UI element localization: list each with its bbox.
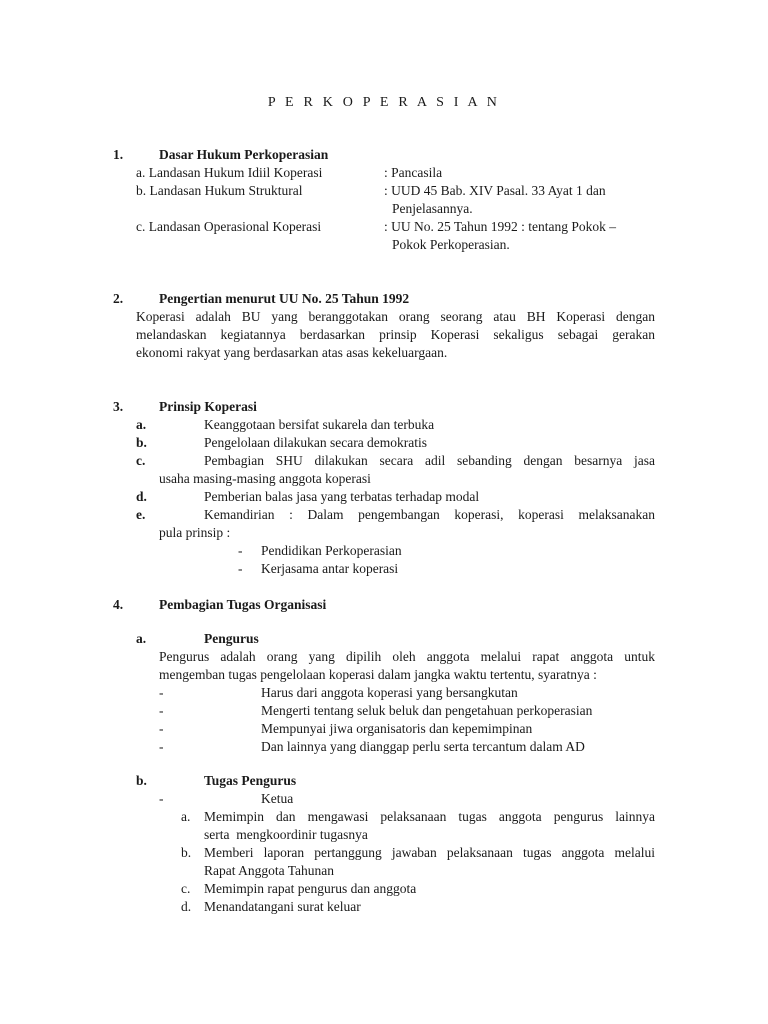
paragraph-line: Pengurus adalah orang yang dipilih oleh anggota melalui rapat anggota untuk [159, 649, 655, 664]
section-3-heading: Prinsip Koperasi [159, 399, 257, 414]
dash-bullet: - [238, 543, 243, 558]
task-letter: d. [181, 899, 192, 914]
list-letter: e. [136, 507, 146, 522]
requirement-item: Mempunyai jiwa organisatoris dan kepemimpinan [261, 721, 533, 736]
sub-item: Kerjasama antar koperasi [261, 561, 399, 576]
requirement-item: Mengerti tentang seluk beluk dan pengetahuan perkoperasian [261, 703, 593, 718]
task-item: Memimpin dan mengawasi pelaksanaan tugas anggota pengurus lainnya [204, 809, 655, 824]
task-letter: c. [181, 881, 191, 896]
legal-basis-value-cont: Penjelasannya. [392, 201, 473, 216]
list-item: Keanggotaan bersifat sukarela dan terbuka [204, 417, 435, 432]
task-item: Menandatangani surat keluar [204, 899, 361, 914]
list-item: Pemberian balas jasa yang terbatas terhadap modal [204, 489, 480, 504]
dash-bullet: - [159, 721, 164, 736]
section-2-heading: Pengertian menurut UU No. 25 Tahun 1992 [159, 291, 410, 306]
paragraph-line: melandaskan kegiatannya berdasarkan prinsip Koperasi sekaligus sebagai gerakan [136, 327, 655, 342]
list-item: Kemandirian : Dalam pengembangan koperasi, koperasi melaksanakan [204, 507, 655, 522]
legal-basis-value: : UU No. 25 Tahun 1992 : tentang Pokok – [384, 219, 617, 234]
page-title: P E R K O P E R A S I A N [267, 95, 501, 110]
paragraph-line: Koperasi adalah BU yang beranggotakan orang seorang atau BH Koperasi dengan [136, 309, 655, 324]
task-item-cont: Rapat Anggota Tahunan [204, 863, 335, 878]
subsection-letter: a. [136, 631, 147, 646]
legal-basis-value: : UUD 45 Bab. XIV Pasal. 33 Ayat 1 dan [384, 183, 606, 198]
task-letter: a. [181, 809, 191, 824]
legal-basis-value-cont: Pokok Perkoperasian. [392, 237, 510, 252]
task-letter: b. [181, 845, 192, 860]
legal-basis-label: b. Landasan Hukum Struktural [136, 183, 303, 198]
role-label: Ketua [261, 791, 294, 806]
subsection-heading: Pengurus [204, 631, 259, 646]
dash-bullet: - [159, 739, 164, 754]
list-letter: a. [136, 417, 147, 432]
task-item-cont: serta mengkoordinir tugasnya [204, 827, 368, 842]
dash-bullet: - [238, 561, 243, 576]
task-item: Memimpin rapat pengurus dan anggota [204, 881, 417, 896]
task-item: Memberi laporan pertanggung jawaban pelaksanaan tugas anggota melalui [204, 845, 655, 860]
sub-item: Pendidikan Perkoperasian [261, 543, 402, 558]
section-4-heading: Pembagian Tugas Organisasi [159, 597, 327, 612]
legal-basis-label: a. Landasan Hukum Idiil Koperasi [136, 165, 323, 180]
list-letter: d. [136, 489, 147, 504]
list-item: Pembagian SHU dilakukan secara adil sebanding dengan besarnya jasa [204, 453, 655, 468]
list-letter: c. [136, 453, 146, 468]
list-item-cont: pula prinsip : [159, 525, 231, 540]
requirement-item: Dan lainnya yang dianggap perlu serta tercantum dalam AD [261, 739, 585, 754]
list-item: Pengelolaan dilakukan secara demokratis [204, 435, 428, 450]
section-1-heading: Dasar Hukum Perkoperasian [159, 147, 329, 162]
paragraph-line: mengemban tugas pengelolaan koperasi dalam jangka waktu tertentu, syaratnya : [159, 667, 597, 682]
dash-bullet: - [159, 703, 164, 718]
legal-basis-label: c. Landasan Operasional Koperasi [136, 219, 322, 234]
paragraph-line: ekonomi rakyat yang berdasarkan atas asas kekeluargaan. [136, 345, 448, 360]
list-letter: b. [136, 435, 147, 450]
list-item-cont: usaha masing-masing anggota koperasi [159, 471, 371, 486]
section-4-number: 4. [113, 597, 124, 612]
section-1-number: 1. [113, 147, 124, 162]
section-2-number: 2. [113, 291, 124, 306]
subsection-letter: b. [136, 773, 147, 788]
legal-basis-value: : Pancasila [384, 165, 443, 180]
requirement-item: Harus dari anggota koperasi yang bersangkutan [261, 685, 518, 700]
subsection-heading: Tugas Pengurus [204, 773, 297, 788]
dash-bullet: - [159, 685, 164, 700]
dash-bullet: - [159, 791, 164, 806]
section-3-number: 3. [113, 399, 124, 414]
